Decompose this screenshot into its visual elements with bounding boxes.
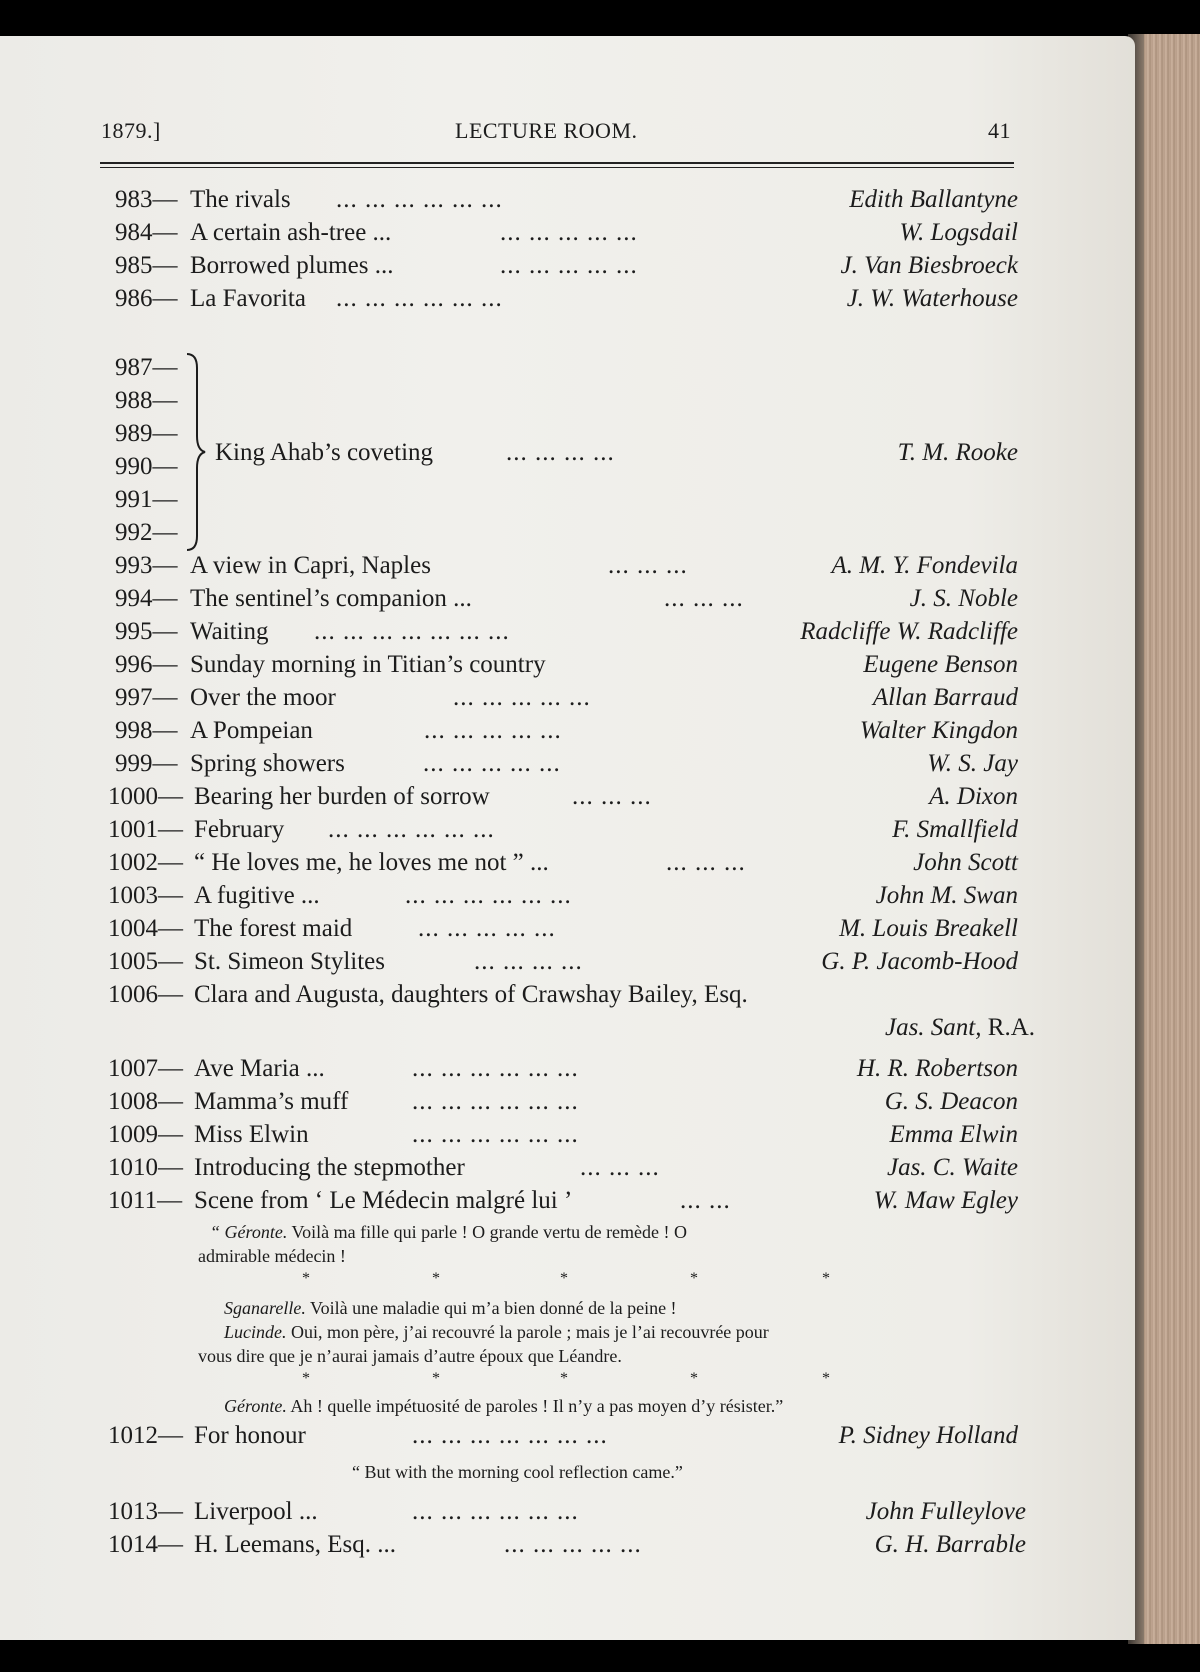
entry-row bbox=[100, 946, 1018, 978]
asterism bbox=[0, 1370, 1000, 1390]
entry-title: King Ahab’s coveting bbox=[215, 439, 434, 466]
leader-dots: ... ... ... ... bbox=[474, 948, 583, 975]
leader-dots: ... ... ... ... ... ... bbox=[412, 1088, 579, 1115]
header-title: LECTURE ROOM. bbox=[455, 118, 638, 143]
artist-honorific: R.A. bbox=[981, 1014, 1035, 1041]
entry-number: 1005— bbox=[108, 948, 183, 975]
leader-dots: ... ... ... ... ... ... bbox=[412, 1498, 579, 1525]
entry-artist: G. S. Deacon bbox=[884, 1088, 1018, 1115]
entry-number: 1002— bbox=[108, 849, 183, 876]
entry-title: Introducing the stepmother bbox=[194, 1154, 465, 1181]
entry-title: The forest maid bbox=[194, 915, 353, 942]
entry-row bbox=[100, 616, 1018, 648]
entry-title: Ave Maria ... bbox=[194, 1055, 325, 1082]
entry-row bbox=[100, 583, 1018, 615]
entry-row bbox=[100, 1420, 1018, 1452]
entry-number: 1012— bbox=[108, 1422, 183, 1449]
entry-artist: W. Logsdail bbox=[899, 219, 1018, 246]
leader-dots: ... ... ... ... ... ... ... bbox=[412, 1422, 608, 1449]
header-rule-thin bbox=[100, 167, 1014, 168]
quote-line bbox=[198, 1244, 346, 1268]
leader-dots: ... ... ... ... ... bbox=[418, 915, 556, 942]
entry-number: 1000— bbox=[108, 783, 183, 810]
asterisk: * bbox=[302, 1370, 310, 1387]
entry-number: 1004— bbox=[108, 915, 183, 942]
asterisk: * bbox=[302, 1270, 310, 1287]
entry-number: 1014— bbox=[108, 1531, 183, 1558]
entry-number: 997— bbox=[115, 684, 178, 711]
leader-dots: ... ... ... ... ... bbox=[453, 684, 591, 711]
entry-number: 1003— bbox=[108, 882, 183, 909]
leader-dots: ... ... ... bbox=[608, 552, 688, 579]
asterisk: * bbox=[432, 1270, 440, 1287]
entry-row bbox=[100, 781, 1018, 813]
group-number: 991— bbox=[115, 486, 178, 513]
entry-row bbox=[100, 283, 1018, 315]
entry-title: Mamma’s muff bbox=[194, 1088, 349, 1115]
entry-title: “ He loves me, he loves me not ” ... bbox=[194, 849, 549, 876]
entry-number: 984— bbox=[115, 219, 178, 246]
entry-artist: W. Maw Egley bbox=[873, 1187, 1018, 1214]
entry-artist: John Fulleylove bbox=[865, 1498, 1026, 1525]
entry-artist: J. S. Noble bbox=[909, 585, 1018, 612]
leader-dots: ... ... ... ... ... ... bbox=[328, 816, 495, 843]
leader-dots: ... ... ... bbox=[664, 585, 744, 612]
leader-dots: ... ... ... ... ... bbox=[504, 1531, 642, 1558]
entry-title: A Pompeian bbox=[190, 717, 313, 744]
entry-title: Liverpool ... bbox=[194, 1498, 318, 1525]
entry-number: 983— bbox=[115, 186, 178, 213]
quote-line bbox=[352, 1460, 683, 1484]
entry-title: For honour bbox=[194, 1422, 306, 1449]
entry-title: Sunday morning in Titian’s country bbox=[190, 651, 546, 678]
entry-artist: M. Louis Breakell bbox=[839, 915, 1018, 942]
entry-artist: John Scott bbox=[913, 849, 1018, 876]
entry-row bbox=[100, 1086, 1018, 1118]
group-number: 988— bbox=[115, 387, 178, 414]
leader-dots: ... ... ... ... ... ... bbox=[336, 285, 503, 312]
leader-dots: ... ... ... ... ... ... ... bbox=[314, 618, 510, 645]
group-number: 989— bbox=[115, 420, 178, 447]
entry-artist: J. Van Biesbroeck bbox=[840, 252, 1018, 279]
entry-number: 1006— bbox=[108, 981, 183, 1008]
leader-dots: ... ... ... ... ... ... bbox=[412, 1055, 579, 1082]
entry-title: The sentinel’s companion ... bbox=[190, 585, 472, 612]
entry-row bbox=[100, 880, 1018, 912]
entry-row bbox=[100, 250, 1018, 282]
leader-dots: ... ... ... ... ... ... bbox=[412, 1121, 579, 1148]
entry-title: Clara and Augusta, daughters of Crawshay Bailey, Esq. bbox=[194, 981, 748, 1008]
quote-line bbox=[198, 1344, 622, 1368]
entry-artist: Emma Elwin bbox=[889, 1121, 1018, 1148]
entry-artist: Jas. Sant, bbox=[884, 1014, 982, 1041]
entry-title: Bearing her burden of sorrow bbox=[194, 783, 490, 810]
entry-artist: Jas. C. Waite bbox=[886, 1154, 1018, 1181]
entry-number: 1001— bbox=[108, 816, 183, 843]
asterisk: * bbox=[560, 1270, 568, 1287]
entry-number: 1007— bbox=[108, 1055, 183, 1082]
entry-title: February bbox=[194, 816, 285, 843]
leader-dots: ... ... ... ... bbox=[506, 439, 615, 466]
group-number: 987— bbox=[115, 354, 178, 381]
entry-title: La Favorita bbox=[190, 285, 306, 312]
entry-row bbox=[100, 682, 1018, 714]
quote-line bbox=[224, 1320, 769, 1344]
leader-dots: ... ... ... bbox=[572, 783, 652, 810]
entry-row bbox=[100, 217, 1018, 249]
entry-number: 1013— bbox=[108, 1498, 183, 1525]
quote-text: Voilà ma fille qui parle ! O grande vertu de remède ! O bbox=[287, 1222, 688, 1242]
entry-number: 994— bbox=[115, 585, 178, 612]
entry-artist: Allan Barraud bbox=[872, 684, 1018, 711]
entry-artist: A. M. Y. Fondevila bbox=[831, 552, 1018, 579]
group-number: 990— bbox=[115, 453, 178, 480]
header-rule bbox=[100, 162, 1014, 164]
header-year: 1879.] bbox=[101, 118, 161, 143]
leader-dots: ... ... ... bbox=[580, 1154, 660, 1181]
entry-number: 999— bbox=[115, 750, 178, 777]
entry-artist: Edith Ballantyne bbox=[849, 186, 1018, 213]
entry-artist: J. W. Waterhouse bbox=[846, 285, 1018, 312]
entry-title: A view in Capri, Naples bbox=[190, 552, 431, 579]
entry-number: 995— bbox=[115, 618, 178, 645]
entry-number: 996— bbox=[115, 651, 178, 678]
entry-title: Spring showers bbox=[190, 750, 345, 777]
entry-row-group bbox=[100, 437, 1018, 469]
asterisk: * bbox=[432, 1370, 440, 1387]
entry-row bbox=[100, 550, 1018, 582]
leader-dots: ... ... ... bbox=[666, 849, 746, 876]
entry-title: A fugitive ... bbox=[194, 882, 320, 909]
leader-dots: ... ... ... ... ... bbox=[423, 750, 561, 777]
leader-dots: ... ... ... ... ... bbox=[424, 717, 562, 744]
entry-number: 1011— bbox=[108, 1187, 183, 1214]
entry-number: 986— bbox=[115, 285, 178, 312]
asterisk: * bbox=[690, 1370, 698, 1387]
entry-row bbox=[100, 814, 1018, 846]
entry-row bbox=[100, 1119, 1018, 1151]
entry-row bbox=[100, 979, 1018, 1011]
entry-row bbox=[100, 1152, 1018, 1184]
quote-speaker: Lucinde. bbox=[224, 1322, 287, 1342]
quote-text: Voilà une maladie qui m’a bien donné de la peine ! bbox=[305, 1298, 677, 1318]
entry-title: Borrowed plumes ... bbox=[190, 252, 394, 279]
entry-title: Waiting bbox=[190, 618, 269, 645]
asterism bbox=[0, 1270, 1000, 1290]
quote-speaker: Géronte. bbox=[224, 1396, 287, 1416]
leader-dots: ... ... ... ... ... ... bbox=[405, 882, 572, 909]
entry-title: Scene from ‘ Le Médecin malgré lui ’ bbox=[194, 1187, 573, 1214]
entry-artist: John M. Swan bbox=[875, 882, 1018, 909]
entry-row bbox=[100, 649, 1018, 681]
entry-artist: T. M. Rooke bbox=[897, 439, 1018, 466]
entry-title: The rivals bbox=[190, 186, 291, 213]
entry-artist: Radcliffe W. Radcliffe bbox=[800, 618, 1018, 645]
group-number: 992— bbox=[115, 519, 178, 546]
leader-dots: ... ... bbox=[680, 1187, 731, 1214]
entry-number: 1009— bbox=[108, 1121, 183, 1148]
entry-row bbox=[100, 1529, 1026, 1561]
entry-row bbox=[100, 1185, 1018, 1217]
quote-line bbox=[224, 1394, 783, 1418]
quote-line bbox=[224, 1296, 677, 1320]
entry-title: A certain ash-tree ... bbox=[190, 219, 392, 246]
entry-artist: G. H. Barrable bbox=[874, 1531, 1026, 1558]
entry-artist: G. P. Jacomb-Hood bbox=[821, 948, 1018, 975]
entry-title: Miss Elwin bbox=[194, 1121, 309, 1148]
entry-number: 998— bbox=[115, 717, 178, 744]
quote-text: “ But with the morning cool reflection came.” bbox=[352, 1462, 683, 1482]
entry-row bbox=[100, 847, 1018, 879]
entry-row bbox=[100, 748, 1018, 780]
entry-number: 993— bbox=[115, 552, 178, 579]
entry-1006-artist bbox=[635, 1012, 1035, 1044]
catalogue-page bbox=[0, 36, 1135, 1640]
leader-dots: ... ... ... ... ... bbox=[500, 219, 638, 246]
entry-row bbox=[100, 913, 1018, 945]
asterisk: * bbox=[690, 1270, 698, 1287]
entry-row bbox=[100, 1496, 1026, 1528]
entry-number: 985— bbox=[115, 252, 178, 279]
asterisk: * bbox=[822, 1270, 830, 1287]
asterisk: * bbox=[560, 1370, 568, 1387]
quote-speaker: “ Géronte. bbox=[210, 1222, 288, 1242]
quote-text: admirable médecin ! bbox=[198, 1246, 346, 1266]
entry-number: 1010— bbox=[108, 1154, 183, 1181]
leader-dots: ... ... ... ... ... bbox=[500, 252, 638, 279]
entry-row bbox=[100, 184, 1018, 216]
entry-title: H. Leemans, Esq. ... bbox=[194, 1531, 397, 1558]
quote-speaker: Sganarelle. bbox=[224, 1298, 306, 1318]
quote-text: Ah ! quelle impétuosité de paroles ! Il n’y a pas moyen d’y résister.” bbox=[286, 1396, 784, 1416]
entry-artist: P. Sidney Holland bbox=[838, 1422, 1018, 1449]
asterisk: * bbox=[822, 1370, 830, 1387]
entry-artist: F. Smallfield bbox=[892, 816, 1018, 843]
leader-dots: ... ... ... ... ... ... bbox=[336, 186, 503, 213]
entry-artist: Eugene Benson bbox=[863, 651, 1018, 678]
entry-number: 1008— bbox=[108, 1088, 183, 1115]
quote-text: Oui, mon père, j’ai recouvré la parole ; mais je l’ai recouvrée pour bbox=[286, 1322, 769, 1342]
header-page-number: 41 bbox=[988, 118, 1011, 143]
entry-artist: A. Dixon bbox=[929, 783, 1018, 810]
quote-text: vous dire que je n’aurai jamais d’autre époux que Léandre. bbox=[198, 1346, 622, 1366]
entry-row bbox=[100, 1053, 1018, 1085]
entry-row bbox=[100, 715, 1018, 747]
entry-artist: W. S. Jay bbox=[927, 750, 1018, 777]
entry-artist: Walter Kingdon bbox=[859, 717, 1018, 744]
entry-artist: H. R. Robertson bbox=[856, 1055, 1018, 1082]
entry-title: Over the moor bbox=[190, 684, 336, 711]
entry-title: St. Simeon Stylites bbox=[194, 948, 386, 975]
quote-line bbox=[210, 1220, 687, 1244]
